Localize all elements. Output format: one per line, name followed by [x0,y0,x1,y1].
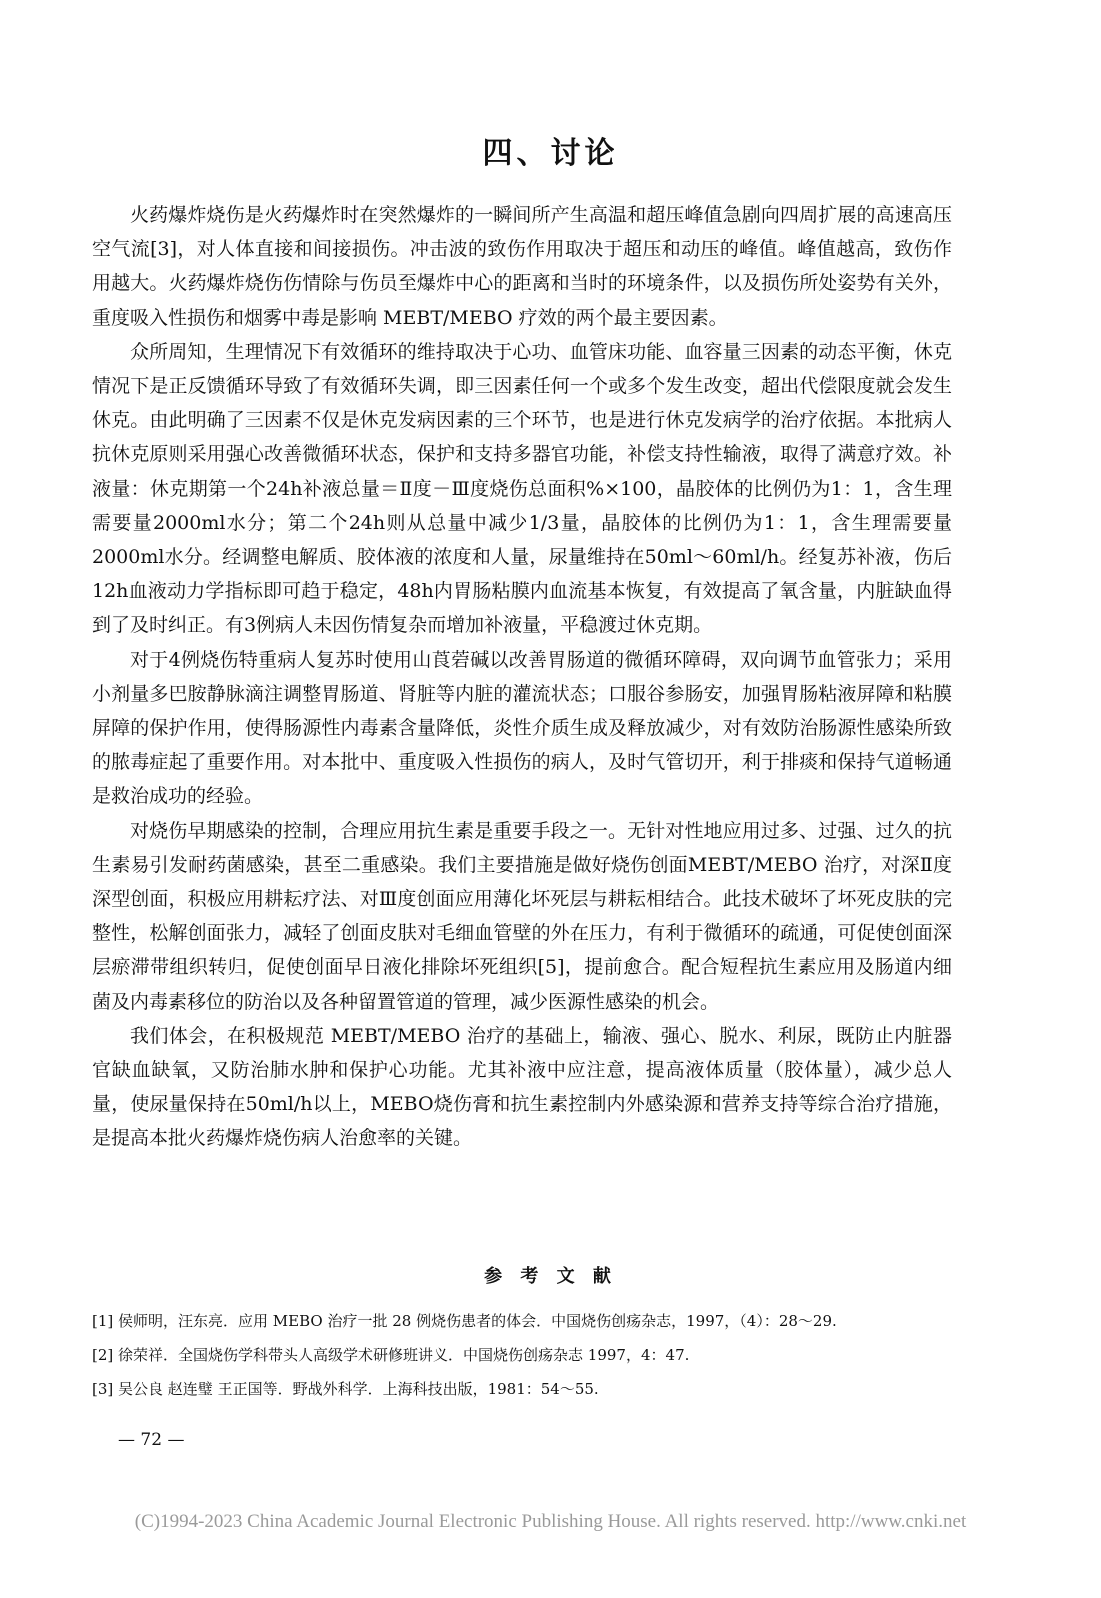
reference-text: 侯师明，汪东亮．应用 MEBO 治疗一批 28 例烧伤患者的体会．中国烧伤创疡杂志，1997，（4）：28～29. [118,1312,837,1330]
paragraph-1: 火药爆炸烧伤是火药爆炸时在突然爆炸的一瞬间所产生高温和超压峰值急剧向四周扩展的高速高压空气流[3]，对人体直接和间接损伤。冲击波的致伤作用取决于超压和动压的峰值。峰值越高，致伤作用越大。火药爆炸烧伤伤情除与伤员至爆炸中心的距离和当时的环境条件，以及损伤所处姿势有关外，重度吸入性损伤和烟雾中毒是影响 MEBT/MEBO 疗效的两个最主要因素。 [92,204,952,329]
paragraph-3: 对于4例烧伤特重病人复苏时使用山莨菪碱以改善胃肠道的微循环障碍，双向调节血管张力；采用小剂量多巴胺静脉滴注调整胃肠道、肾脏等内脏的灌流状态；口服谷参肠安，加强胃肠粘液屏障和粘膜屏障的保护作用，使得肠源性内毒素含量降低，炎性介质生成及释放减少，对有效防治肠源性感染所致的脓毒症起了重要作用。对本批中、重度吸入性损伤的病人，及时气管切开，利于排痰和保持气道畅通是救治成功的经验。 [92,648,952,808]
paragraph-4: 对烧伤早期感染的控制，合理应用抗生素是重要手段之一。无针对性地应用过多、过强、过久的抗生素易引发耐药菌感染，甚至二重感染。我们主要措施是做好烧伤创面MEBT/MEBO 治疗，对深Ⅱ度深型创面，积极应用耕耘疗法、对Ⅲ度创面应用薄化坏死层与耕耘相结合。此技术破坏了坏死皮肤的完整性，松解创面张力，减轻了创面皮肤对毛细血管壁的外在压力，有利于微循环的疏通，可促使创面深层瘀滞带组织转归，促使创面早日液化排除坏死组织[5]，提前愈合。配合短程抗生素应用及肠道内细菌及内毒素移位的防治以及各种留置管道的管理，减少医源性感染的机会。 [92,819,952,1013]
page-number: — 72 — [118,1430,185,1450]
reference-item [92,1306,952,1336]
discussion-body [92,198,952,1156]
references-title: 参 考 文 献 [484,1266,617,1287]
reference-number: [2] [92,1346,114,1364]
reference-text: 吴公良 赵连璧 王正国等．野战外科学．上海科技出版，1981：54～55. [118,1380,599,1398]
reference-number: [1] [92,1312,114,1330]
reference-item [92,1340,952,1370]
references-list [92,1306,952,1408]
paragraph-5: 我们体会，在积极规范 MEBT/MEBO 治疗的基础上，输液、强心、脱水、利尿，既防止内脏器官缺血缺氧，又防治肺水肿和保护心功能。尤其补液中应注意，提高液体质量（胶体量），减少总人量，使尿量保持在50ml/h以上，MEBO烧伤膏和抗生素控制内外感染源和营养支持等综合治疗措施，是提高本批火药爆炸烧伤病人治愈率的关键。 [92,1024,952,1150]
reference-text: 徐荣祥．全国烧伤学科带头人高级学术研修班讲义．中国烧伤创疡杂志 1997，4：47. [118,1346,690,1364]
section-title: 四、讨论 [482,136,619,171]
paragraph-2: 众所周知，生理情况下有效循环的维持取决于心功、血管床功能、血容量三因素的动态平衡，休克情况下是正反馈循环导致了有效循环失调，即三因素任何一个或多个发生改变，超出代偿限度就会发生休克。由此明确了三因素不仅是休克发病因素的三个环节，也是进行休克发病学的治疗依据。本批病人抗休克原则采用强心改善微循环状态，保护和支持多器官功能，补偿支持性输液，取得了满意疗效。补液量：休克期第一个24h补液总量＝Ⅱ度－Ⅲ度烧伤总面积%×100，晶胶体的比例仍为1：1，含生理需要量2000ml水分；第二个24h则从总量中减少1/3量，晶胶体的比例仍为1：1，含生理需要量2000ml水分。经调整电解质、胶体液的浓度和人量，尿量维持在50ml～60ml/h。经复苏补液，伤后12h血液动力学指标即可趋于稳定，48h内胃肠粘膜内血流基本恢复，有效提高了氧含量，内脏缺血得到了及时纠正。有3例病人未因伤情复杂而增加补液量，平稳渡过休克期。 [92,340,952,637]
copyright-watermark: (C)1994-2023 China Academic Journal Electronic Publishing House. All rights reserved. http://www.cnki.net [134,1511,967,1532]
reference-item [92,1374,952,1404]
reference-number: [3] [92,1380,114,1398]
